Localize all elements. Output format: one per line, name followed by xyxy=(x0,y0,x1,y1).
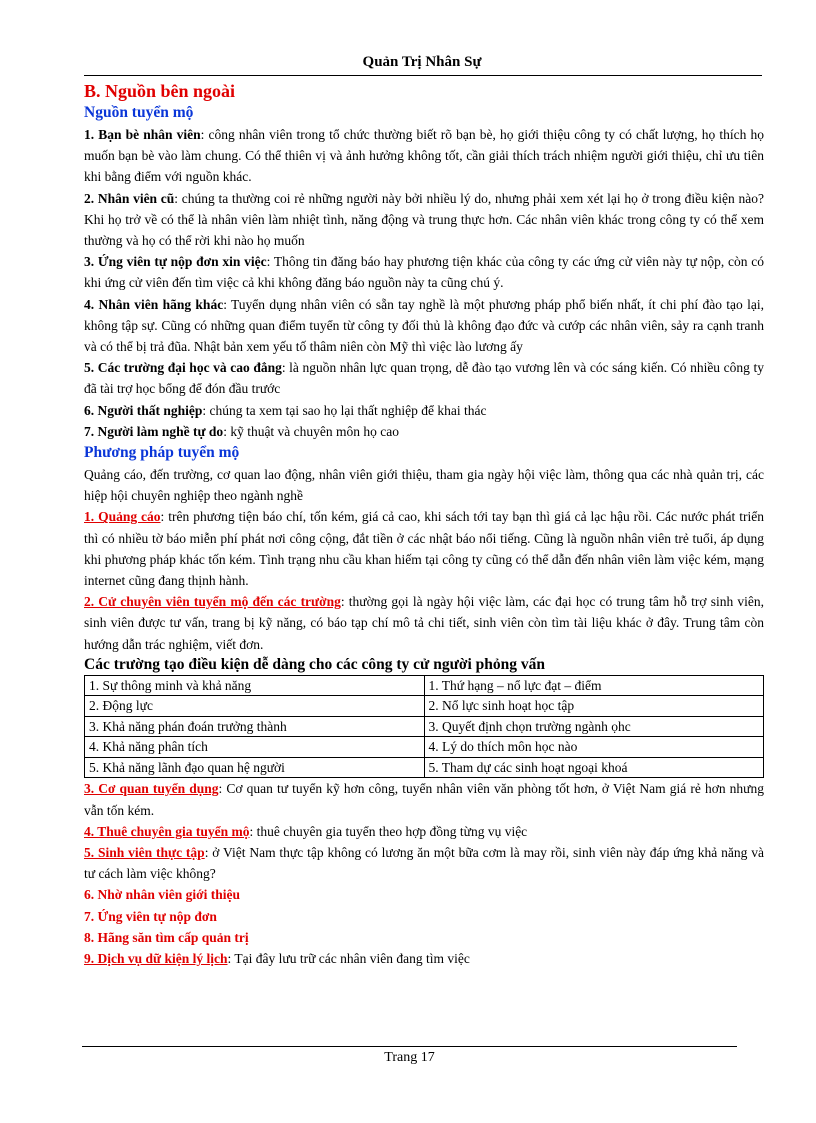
method-item-label: 1. Quảng cáo xyxy=(84,509,161,525)
page-header-title: Quản Trị Nhân Sự xyxy=(362,54,482,70)
source-item-4 xyxy=(84,294,764,358)
method-item-text: : ở Việt Nam thực tập không có lương ăn một bữa cơm là may rồi, sinh viên này đáp ứng khả năng và tư cách làm việc không? xyxy=(84,844,764,882)
method-item-3 xyxy=(84,778,764,820)
source-item-label: 1. Bạn bè nhân viên xyxy=(84,127,201,142)
source-item-text: : công nhân viên trong tổ chức thường biết rõ bạn bè, họ giới thiệu công ty có chất lượng, họ thích họ muốn bạn bè vào làm chung. Có thể thiên vị và ảnh hưởng không tốt, cần giải thích trách nhiệm người giới thiệu, chỉ ưu tiên khi bằng điểm với nguồn khác. xyxy=(84,127,764,185)
source-item-3 xyxy=(84,251,764,293)
page-number: Trang 17 xyxy=(384,1050,435,1065)
criteria-table-title: Các trường tạo điều kiện dễ dàng cho các công ty cử người phỏng vấn xyxy=(84,655,546,673)
table-row xyxy=(85,675,764,696)
method-item-label: 9. Dịch vụ dữ kiện lý lịch xyxy=(84,951,228,966)
method-item-7 xyxy=(84,906,764,927)
table-cell: 1. Thứ hạng – nổ lực đạt – điểm xyxy=(424,675,764,696)
source-item-label: 7. Người làm nghề tự do xyxy=(84,423,224,439)
method-item-label: 5. Sinh viên thực tập xyxy=(84,844,205,860)
method-item-text: : Tại đây lưu trữ các nhân viên đang tìm việc xyxy=(227,951,470,966)
source-item-label: 2. Nhân viên cũ xyxy=(84,190,175,206)
table-cell: 1. Sự thông minh và khả năng xyxy=(85,675,425,696)
table-row xyxy=(85,716,764,737)
method-item-2 xyxy=(84,591,764,655)
table-row xyxy=(85,737,764,758)
method-item-1 xyxy=(84,506,764,591)
method-item-label: 4. Thuê chuyên gia tuyển mộ xyxy=(84,823,250,839)
method-item-label: 8. Hãng săn tìm cấp quản trị xyxy=(84,929,249,945)
method-item-text: : thường gọi là ngày hội việc làm, các đại học có trung tâm hỗ trợ sinh viên, sinh viên được tư vấn, trang bị kỹ năng, có báo tạp chí mô tả chi tiết, sinh viên còn tìm tài liệu khác ở đây. Trung tâm còn hướng dẫn trác nghiệm, viết đơn. xyxy=(84,594,764,652)
method-item-label: 6. Nhờ nhân viên giới thiệu xyxy=(84,887,240,903)
source-item-text: : Tuyển dụng nhân viên có sẵn tay nghề là một phương pháp phổ biến nhất, ít chi phí đào tạo lại, không tập sự. Cũng có những quan điểm tuyển từ công ty đối thủ là không đạo đức và cướp các nhân viên, sảy ra cạnh tranh và có thể bị trả đũa. Nhật bản xem yếu tố thâm niên còn Mỹ thì việc lào lương ấy xyxy=(84,296,764,355)
sources-heading: Nguồn tuyển mộ xyxy=(84,104,194,121)
source-item-text: : Thông tin đăng báo hay phương tiện khác của công ty các ứng cử viên này tự nộp, còn có khi ứng cử viên đến tìm việc cả khi không đăng báo nguồn này ta cũng chú ý. xyxy=(84,254,764,291)
table-cell: 4. Lý do thích môn học nào xyxy=(424,737,764,758)
section-title: B. Nguồn bên ngoài xyxy=(84,81,236,101)
table-row xyxy=(85,696,764,717)
source-item-text: : kỹ thuật và chuyên môn họ cao xyxy=(223,423,400,439)
source-item-label: 4. Nhân viên hãng khác xyxy=(84,296,224,312)
method-item-9 xyxy=(84,948,764,969)
method-item-6 xyxy=(84,884,764,905)
header-divider xyxy=(84,75,762,76)
table-cell: 2. Động lực xyxy=(85,696,425,717)
source-item-text: : chúng ta thường coi rẻ những người này bởi nhiều lý do, nhưng phải xem xét lại họ ở trong điều kiện nào? Khi họ trở về có thể là nhân viên làm nhiệt tình, năng động và trung thực hơn. Các nhân viên khác trong công ty có thể xem thường và họ có thể rời khi nào họ muốn xyxy=(84,190,764,249)
source-item-7 xyxy=(84,421,764,442)
source-item-6 xyxy=(84,400,764,421)
source-item-label: 5. Các trường đại học và cao đẳng xyxy=(84,360,282,376)
source-item-text: : chúng ta xem tại sao họ lại thất nghiệp để khai thác xyxy=(202,402,487,418)
method-item-8 xyxy=(84,927,764,948)
source-item-5 xyxy=(84,357,764,399)
methods-heading: Phương pháp tuyển mộ xyxy=(84,444,240,462)
method-item-label: 7. Ứng viên tự nộp đơn xyxy=(84,908,217,924)
criteria-table xyxy=(84,675,764,779)
method-item-label: 2. Cử chuyên viên tuyển mộ đến các trường xyxy=(84,594,341,610)
method-item-4 xyxy=(84,821,764,842)
source-item-1 xyxy=(84,124,764,188)
method-item-label: 3. Cơ quan tuyển dụng xyxy=(84,781,219,797)
table-cell: 2. Nổ lực sinh hoạt học tập xyxy=(424,696,764,717)
table-cell: 4. Khả năng phân tích xyxy=(85,737,425,758)
table-cell: 3. Khả năng phán đoán trưởng thành xyxy=(85,716,425,737)
method-item-text: : thuê chuyên gia tuyển theo hợp đồng từng vụ việc xyxy=(249,823,528,839)
table-cell: 5. Khả năng lãnh đạo quan hệ người xyxy=(85,757,425,778)
table-cell: 5. Tham dự các sinh hoạt ngoại khoá xyxy=(424,757,764,778)
method-item-text: : Cơ quan tư tuyển kỹ hơn công, tuyển nhân viên văn phòng tốt hơn, ở Việt Nam giá rẻ hơn nhưng vẫn tốn kém. xyxy=(84,781,764,818)
source-item-text: : là nguồn nhân lực quan trọng, dễ đào tạo vương lên và cóc sáng kiến. Có nhiều công ty đã tài trợ học bổng để đón đầu trước xyxy=(84,360,764,397)
page-content xyxy=(84,80,764,969)
footer-divider xyxy=(82,1046,737,1047)
source-item-2 xyxy=(84,188,764,252)
methods-intro: Quảng cáo, đến trường, cơ quan lao động, nhân viên giới thiệu, tham gia ngày hội việc làm, thông qua các nhà quản trị, các hiệp hội chuyên nghiệp theo ngành nghề xyxy=(84,467,764,504)
method-item-5 xyxy=(84,842,764,884)
method-item-text: : trên phương tiện báo chí, tốn kém, giá cả cao, khi sách tới tay bạn thì giá cả lạc hậu rồi. Các nước phát triển thì có nhiều tờ báo miễn phí phát nơi công cộng, đắt tiền ở các nhật báo nổi tiếng. Cũng là nguồn nhân viên trẻ tuổi, áp dụng khi phương pháp khác tốn kém. Tình trạng nhu cầu khan hiếm tại công ty cũng có thể dẫn đến nhân viên làm việc kém, mạng internet cũng đang thịnh hành. xyxy=(84,509,764,589)
source-item-label: 3. Ứng viên tự nộp đơn xin việc xyxy=(84,254,267,270)
table-row xyxy=(85,757,764,778)
table-cell: 3. Quyết định chọn trường ngành ọhc xyxy=(424,716,764,737)
source-item-label: 6. Người thất nghiệp xyxy=(84,402,203,418)
